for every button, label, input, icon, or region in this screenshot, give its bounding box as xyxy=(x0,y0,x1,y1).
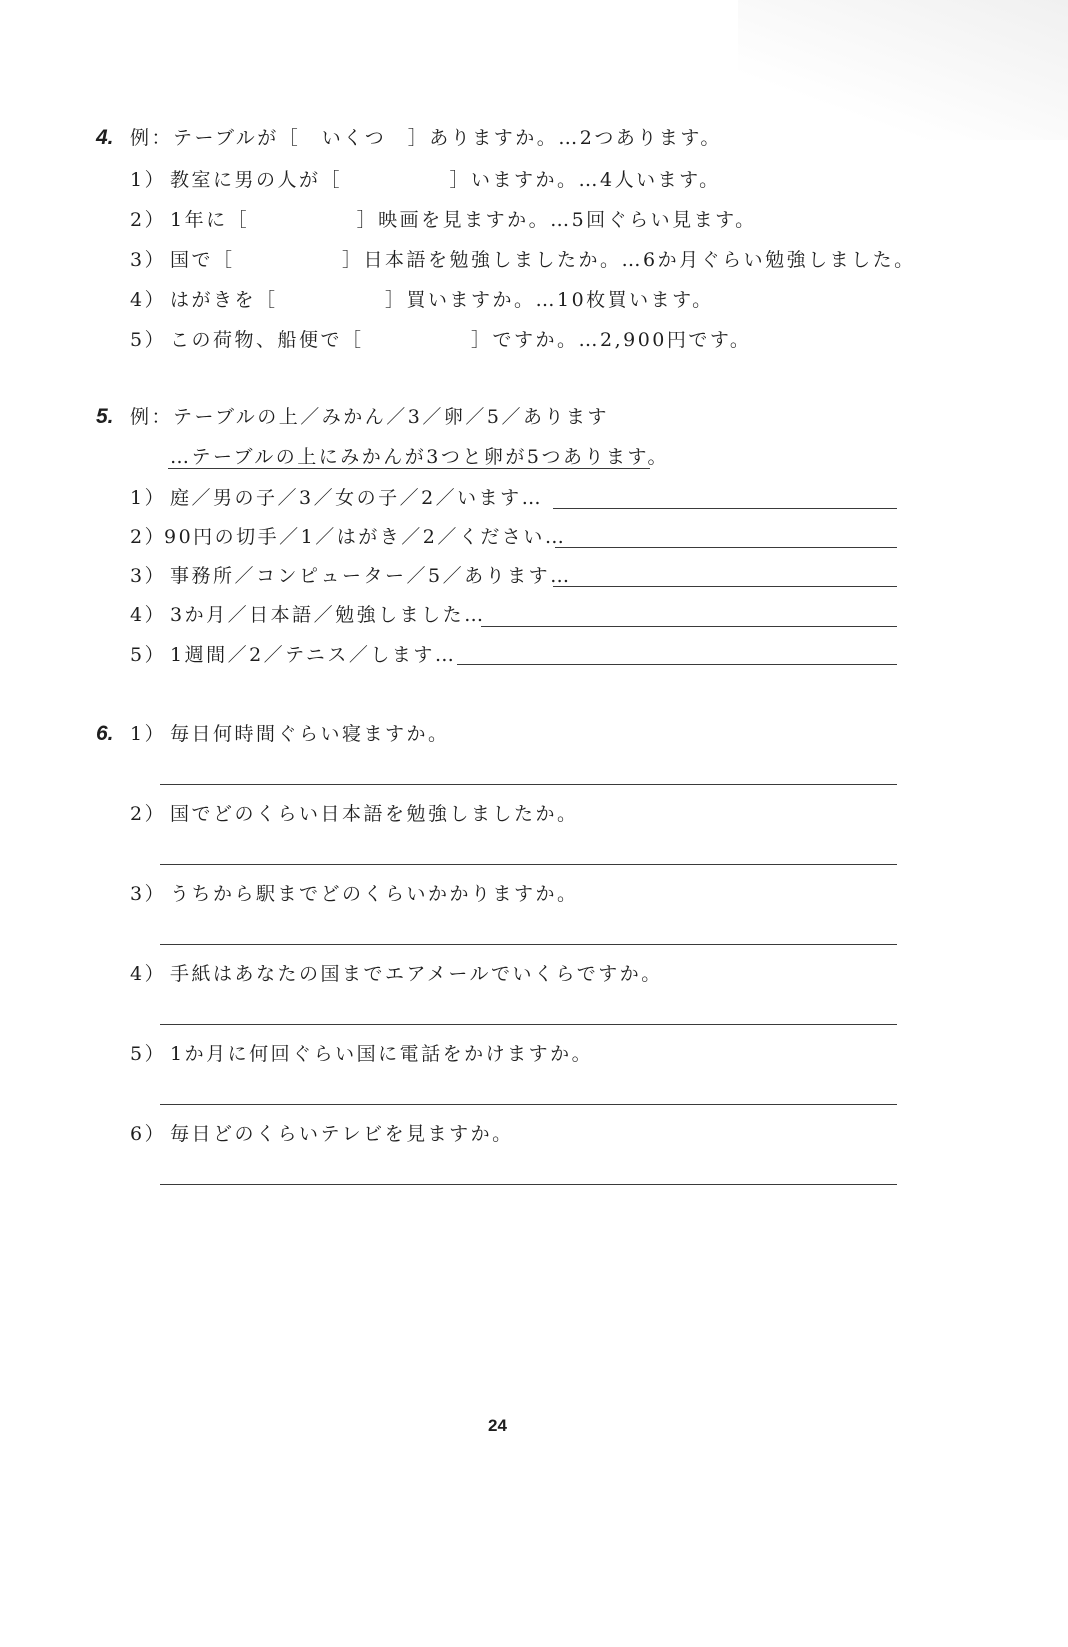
exercise-6-item-1-text: 毎日何時間ぐらい寝ますか。 xyxy=(170,723,450,745)
exercise-6-item-6-label: 6） xyxy=(130,1123,167,1145)
exercise-4-item-2-label: 2） xyxy=(130,209,167,231)
exercise-5-item-3-answer-line[interactable] xyxy=(553,586,897,587)
exercise-6-item-3-text: うちから駅までどのくらいかかりますか。 xyxy=(170,883,579,905)
exercise-6-number: 6. xyxy=(96,722,114,745)
exercise-6-item-3-answer-line[interactable] xyxy=(160,944,897,945)
exercise-6-item-4-text: 手紙はあなたの国までエアメールでいくらですか。 xyxy=(170,963,663,985)
exercise-4-item-5-label: 5） xyxy=(130,329,167,351)
exercise-5-example-answer: …テーブルの上にみかんが3つと卵が5つあります。 xyxy=(170,446,669,468)
exercise-5-item-5-answer-line[interactable] xyxy=(457,664,897,665)
exercise-5-item-4-text: 3か月／日本語／勉強しました… xyxy=(170,604,486,626)
exercise-4-example: 例：テーブルが［ いくつ ］ありますか。…2つあります。 xyxy=(130,127,722,149)
scan-shadow xyxy=(738,0,1068,140)
exercise-5-item-4-answer-line[interactable] xyxy=(481,626,897,627)
exercise-6-item-5-label: 5） xyxy=(130,1043,167,1065)
exercise-5-item-5-label: 5） xyxy=(130,644,167,666)
exercise-6-item-1-answer-line[interactable] xyxy=(160,784,897,785)
exercise-5-item-1-text: 庭／男の子／3／女の子／2／います… xyxy=(170,487,544,509)
exercise-4-item-1-text: 教室に男の人が［ ］いますか。…4人います。 xyxy=(170,169,721,191)
exercise-4-item-5-text: この荷物、船便で［ ］ですか。…2,900円です。 xyxy=(170,329,752,351)
exercise-6-item-2-answer-line[interactable] xyxy=(160,864,897,865)
exercise-5-item-3-label: 3） xyxy=(130,565,167,587)
exercise-5-item-4-label: 4） xyxy=(130,604,167,626)
exercise-5-item-2-label: 2） xyxy=(130,526,167,548)
exercise-6-item-5-answer-line[interactable] xyxy=(160,1104,897,1105)
exercise-6-item-5-text: 1か月に何回ぐらい国に電話をかけますか。 xyxy=(170,1043,594,1065)
exercise-5-item-2-answer-line[interactable] xyxy=(555,547,897,548)
exercise-6-item-1-label: 1） xyxy=(130,723,167,745)
exercise-6-item-3-label: 3） xyxy=(130,883,167,905)
exercise-5-item-5-text: 1週間／2／テニス／します… xyxy=(170,644,457,666)
exercise-4-item-2-text: 1年に［ ］映画を見ますか。…5回ぐらい見ます。 xyxy=(170,209,757,231)
exercise-5-item-1-label: 1） xyxy=(130,487,167,509)
exercise-5-item-2-text: 90円の切手／1／はがき／2／ください… xyxy=(164,526,567,548)
page-number: 24 xyxy=(488,1416,507,1435)
exercise-6-item-2-text: 国でどのくらい日本語を勉強しましたか。 xyxy=(170,803,579,825)
exercise-6-item-2-label: 2） xyxy=(130,803,167,825)
example-answer-underline xyxy=(168,468,650,469)
exercise-4-item-3-label: 3） xyxy=(130,249,167,271)
exercise-4-item-3-text: 国で［ ］日本語を勉強しましたか。…6か月ぐらい勉強しました。 xyxy=(170,249,916,271)
exercise-5-number: 5. xyxy=(96,405,114,428)
exercise-4-item-4-label: 4） xyxy=(130,289,167,311)
exercise-6-item-4-label: 4） xyxy=(130,963,167,985)
exercise-4-number: 4. xyxy=(96,126,114,149)
exercise-4-item-4-text: はがきを［ ］買いますか。…10枚買います。 xyxy=(170,289,714,311)
exercise-6-item-6-answer-line[interactable] xyxy=(160,1184,897,1185)
exercise-5-example: 例：テーブルの上／みかん／3／卵／5／あります xyxy=(130,406,609,428)
exercise-5-item-1-answer-line[interactable] xyxy=(553,508,897,509)
exercise-6-item-6-text: 毎日どのくらいテレビを見ますか。 xyxy=(170,1123,514,1145)
exercise-4-item-1-label: 1） xyxy=(130,169,167,191)
exercise-6-item-4-answer-line[interactable] xyxy=(160,1024,897,1025)
exercise-5-item-3-text: 事務所／コンピューター／5／あります… xyxy=(170,565,572,587)
